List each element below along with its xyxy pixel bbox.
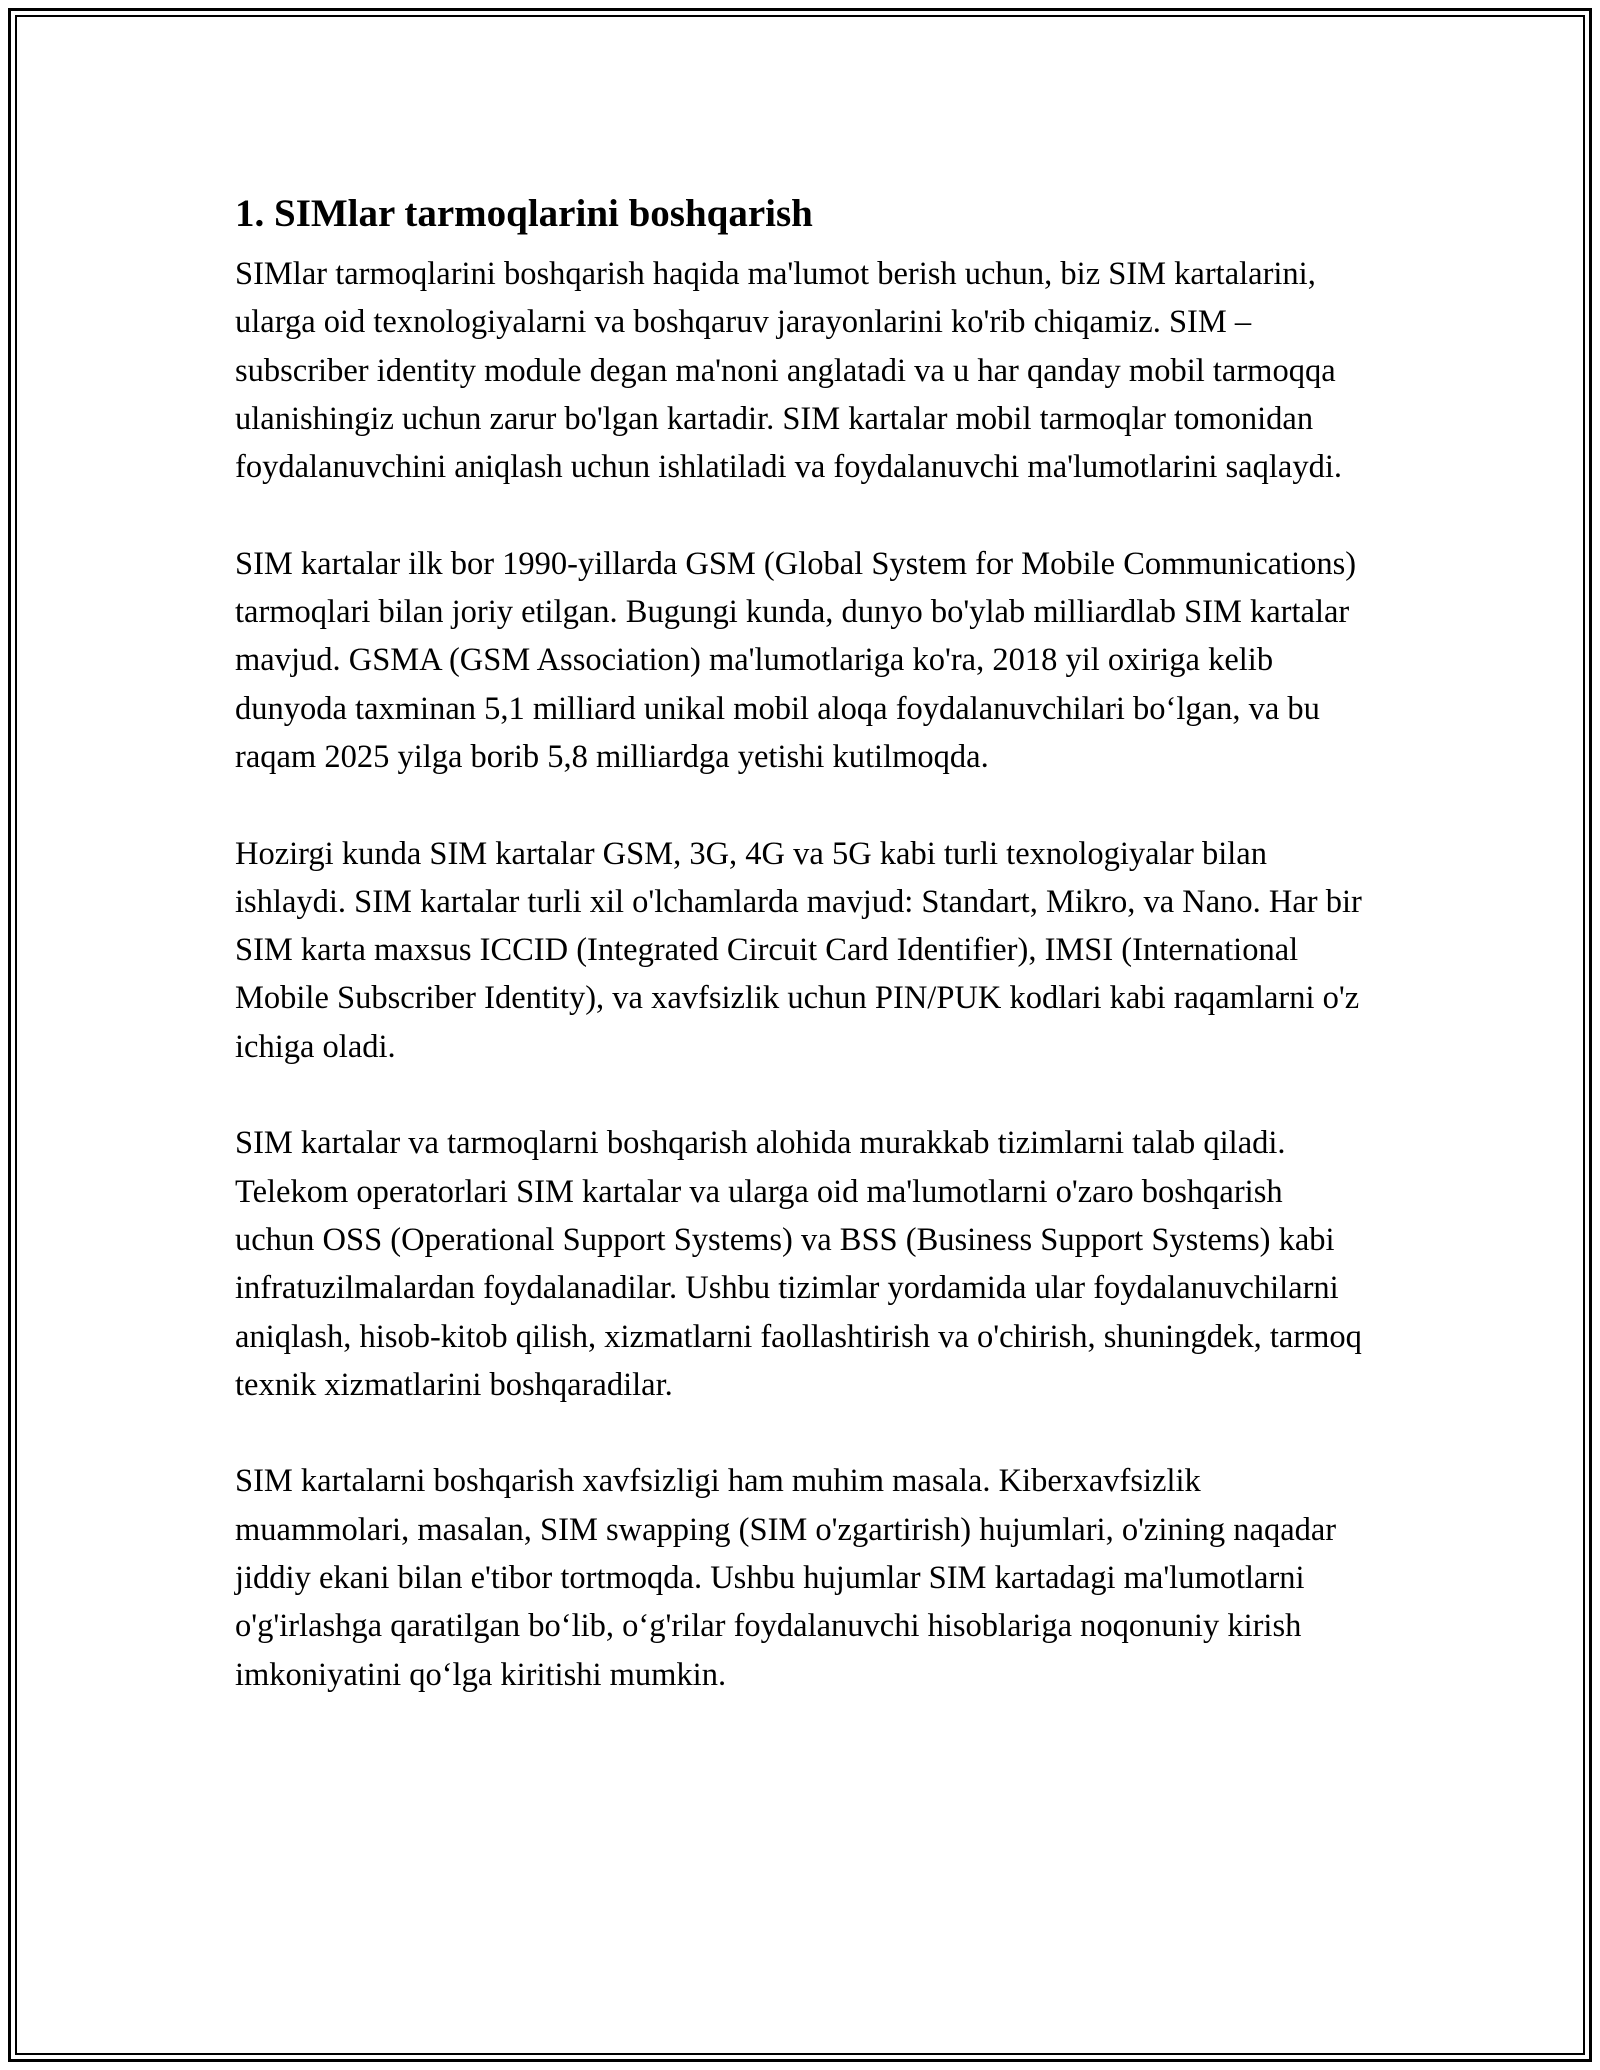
- document-body: [235, 186, 1365, 1747]
- paragraph-technologies: Hozirgi kunda SIM kartalar GSM, 3G, 4G va 5G kabi turli texnologiyalar bilan ishlaydi. SIM kartalar turli xil o'lchamlarda mavjud: Standart, Mikro, va Nano. Har bir SIM karta maxsus ICCID (Integrated Circuit Card Identifier), IMSI (International Mobile Subscriber Identity), va xavfsizlik uchun PIN/PUK kodlari kabi raqamlarni o'z ichiga oladi.: [235, 835, 1362, 1065]
- paragraph-management-systems: SIM kartalar va tarmoqlarni boshqarish alohida murakkab tizimlarni talab qiladi. Telekom operatorlari SIM kartalar va ularga oid ma'lumotlarni o'zaro boshqarish uchun OSS (Operational Support Systems) va BSS (Business Support Systems) kabi infratuzilmalardan foydalanadilar. Ushbu tizimlar yordamida ular foydalanuvchilarni aniqlash, hisob-kitob qilish, xizmatlarni faollashtirish va o'chirish, shuningdek, tarmoq texnik xizmatlarini boshqaradilar.: [235, 1125, 1362, 1403]
- paragraph-security: SIM kartalarni boshqarish xavfsizligi ham muhim masala. Kiberxavfsizlik muammolari, masalan, SIM swapping (SIM o'zgartirish) hujumlari, o'zining naqadar jiddiy ekani bilan e'tibor tortmoqda. Ushbu hujumlar SIM kartadagi ma'lumotlarni o'g'irlashga qaratilgan bo‘lib, o‘g'rilar foydalanuvchi hisoblariga noqonuniy kirish imkoniyatini qo‘lga kiritishi mumkin.: [235, 1463, 1337, 1693]
- paragraph-history: SIM kartalar ilk bor 1990-yillarda GSM (Global System for Mobile Communications) tarmoqlari bilan joriy etilgan. Bugungi kunda, dunyo bo'ylab milliardlab SIM kartalar mavjud. GSMA (GSM Association) ma'lumotlariga ko'ra, 2018 yil oxiriga kelib dunyoda taxminan 5,1 milliard unikal mobil aloqa foydalanuvchilari bo‘lgan, va bu raqam 2025 yilga borib 5,8 milliardga yetishi kutilmoqda.: [235, 545, 1357, 775]
- section-title: 1. SIMlar tarmoqlarini boshqarish: [235, 192, 813, 235]
- paragraph-intro: SIMlar tarmoqlarini boshqarish haqida ma'lumot berish uchun, biz SIM kartalarini, ularga oid texnologiyalarni va boshqaruv jarayonlarini ko'rib chiqamiz. SIM – subscriber identity module degan ma'noni anglatadi va u har qanday mobil tarmoqqa ulanishingiz uchun zarur bo'lgan kartadir. SIM kartalar mobil tarmoqlar tomonidan foydalanuvchini aniqlash uchun ishlatiladi va foydalanuvchi ma'lumotlarini saqlaydi.: [235, 256, 1342, 486]
